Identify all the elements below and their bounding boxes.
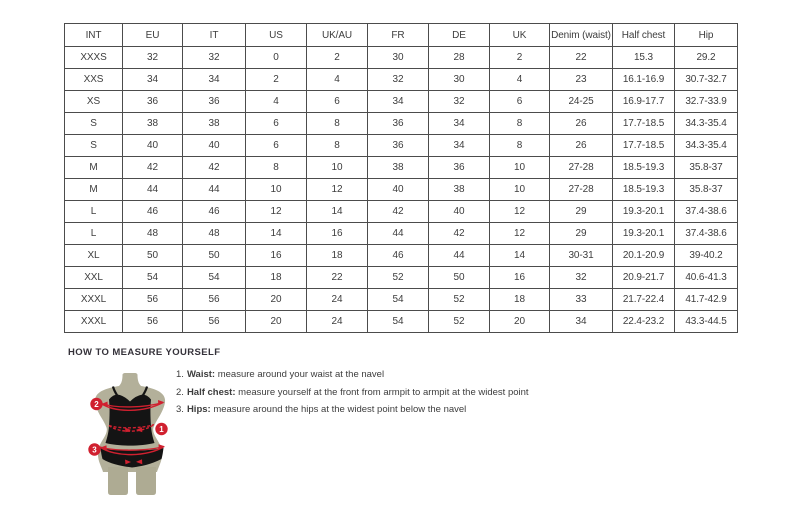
table-cell: 4 [246,91,307,113]
table-cell: 50 [429,267,490,289]
column-header: Half chest [613,24,675,47]
table-cell: 38 [368,157,429,179]
table-cell: 34 [123,69,183,91]
table-cell: 46 [183,201,246,223]
table-cell: 44 [429,245,490,267]
table-cell: 10 [490,179,550,201]
item-number: 1. [176,369,184,380]
item-text: measure around your waist at the navel [215,369,385,380]
item-term: Hips: [186,404,211,416]
item-text: measure yourself at the front from armpit to armpit at the widest point [235,386,529,398]
table-cell: 8 [490,113,550,135]
column-header: Denim (waist) [550,24,613,47]
table-cell: 40 [429,201,490,223]
table-cell: 37.4-38.6 [675,223,738,245]
table-cell: 36 [368,135,429,157]
table-cell: XXXS [65,47,123,69]
table-cell: 42 [183,157,246,179]
measurement-figure [80,371,180,501]
table-cell: 46 [123,201,183,223]
table-cell: 52 [429,311,490,333]
table-cell: M [65,157,123,179]
table-cell: 32.7-33.9 [675,91,738,113]
table-cell: XXS [65,69,123,91]
table-cell: 44 [123,179,183,201]
table-cell: 6 [307,91,368,113]
table-cell: 17.7-18.5 [613,113,675,135]
table-cell: 36 [123,91,183,113]
measure-instructions [176,366,529,419]
table-cell: 18.5-19.3 [613,179,675,201]
mannequin-neck [119,373,141,386]
item-term: Half chest: [186,386,236,398]
table-cell: 52 [368,267,429,289]
table-row [65,157,738,179]
table-cell: 12 [490,223,550,245]
column-header: DE [429,24,490,47]
badge-waist [155,423,167,435]
item-text: measure around the hips at the widest point below the navel [210,404,467,416]
badge-chest [90,398,102,410]
table-cell: 34 [429,135,490,157]
item-number: 2. [176,386,184,398]
table-cell: 17.7-18.5 [613,135,675,157]
column-header: Hip [675,24,738,47]
table-cell: S [65,113,123,135]
table-cell: 22.4-23.2 [613,311,675,333]
table-cell: 36 [368,113,429,135]
badge-hips-number: 3 [92,445,97,455]
table-cell: 22 [550,47,613,69]
column-header: INT [65,24,123,47]
table-cell: 8 [490,135,550,157]
table-cell: 34.3-35.4 [675,135,738,157]
table-cell: 54 [183,267,246,289]
table-cell: 26 [550,135,613,157]
table-cell: 14 [307,201,368,223]
table-cell: 38 [123,113,183,135]
table-cell: 10 [246,179,307,201]
table-cell: 42 [429,223,490,245]
table-cell: 48 [183,223,246,245]
table-cell: 19.3-20.1 [613,201,675,223]
table-cell: 40 [123,135,183,157]
table-cell: 39-40.2 [675,245,738,267]
table-cell: M [65,179,123,201]
column-header: UK/AU [307,24,368,47]
table-cell: 30.7-32.7 [675,69,738,91]
table-cell: 14 [246,223,307,245]
table-cell: 34 [550,311,613,333]
table-cell: 12 [490,201,550,223]
table-cell: 2 [246,69,307,91]
table-cell: 50 [123,245,183,267]
table-cell: 54 [368,289,429,311]
table-cell: 32 [368,69,429,91]
table-cell: 29 [550,201,613,223]
column-header: US [246,24,307,47]
table-cell: 16 [246,245,307,267]
table-cell: 16 [307,223,368,245]
table-row [65,245,738,267]
table-row [65,267,738,289]
column-header: FR [368,24,429,47]
table-cell: 42 [123,157,183,179]
table-cell: 6 [246,135,307,157]
table-cell: 14 [490,245,550,267]
table-cell: 35.8-37 [675,157,738,179]
mannequin-right-thigh [136,467,156,495]
table-cell: 16.9-17.7 [613,91,675,113]
table-cell: 18 [246,267,307,289]
table-cell: XXL [65,267,123,289]
measure-item-waist [176,366,529,384]
table-cell: 24-25 [550,91,613,113]
table-cell: 12 [246,201,307,223]
table-row [65,311,738,333]
table-cell: 36 [183,91,246,113]
table-cell: 8 [246,157,307,179]
table-cell: 34.3-35.4 [675,113,738,135]
measure-item-hips [176,401,529,419]
table-cell: 27-28 [550,157,613,179]
table-cell: XXXL [65,311,123,333]
table-cell: 8 [307,135,368,157]
table-cell: 43.3-44.5 [675,311,738,333]
table-cell: 38 [429,179,490,201]
table-cell: 30 [429,69,490,91]
table-cell: 18 [490,289,550,311]
table-row [65,91,738,113]
table-cell: 42 [368,201,429,223]
table-cell: 50 [183,245,246,267]
table-cell: 30-31 [550,245,613,267]
table-row [65,69,738,91]
table-cell: 29.2 [675,47,738,69]
item-number: 3. [176,404,184,416]
table-cell: 20.9-21.7 [613,267,675,289]
table-cell: 6 [490,91,550,113]
measure-item-half-chest [176,384,529,402]
table-cell: 10 [307,157,368,179]
header-row [65,24,738,47]
size-table [64,23,738,333]
table-cell: L [65,201,123,223]
table-cell: 4 [490,69,550,91]
column-header: EU [123,24,183,47]
table-cell: 29 [550,223,613,245]
table-cell: 35.8-37 [675,179,738,201]
table-cell: 6 [246,113,307,135]
table-cell: 20 [246,289,307,311]
table-cell: 20 [490,311,550,333]
table-cell: 18 [307,245,368,267]
table-cell: 36 [429,157,490,179]
table-cell: 20 [246,311,307,333]
table-row [65,223,738,245]
table-cell: 54 [123,267,183,289]
badge-waist-number: 1 [159,424,164,434]
table-row [65,289,738,311]
table-cell: 2 [490,47,550,69]
table-cell: 10 [490,157,550,179]
table-cell: 38 [183,113,246,135]
table-cell: 8 [307,113,368,135]
table-cell: 32 [183,47,246,69]
table-cell: 48 [123,223,183,245]
table-cell: 56 [183,289,246,311]
table-cell: 40 [183,135,246,157]
table-cell: 20.1-20.9 [613,245,675,267]
table-cell: 56 [123,289,183,311]
column-header: IT [183,24,246,47]
table-row [65,47,738,69]
table-cell: 18.5-19.3 [613,157,675,179]
table-cell: 19.3-20.1 [613,223,675,245]
mannequin-illustration [80,371,180,501]
table-cell: 40 [368,179,429,201]
table-cell: 2 [307,47,368,69]
table-cell: 15.3 [613,47,675,69]
camisole [106,395,155,446]
table-cell: S [65,135,123,157]
table-cell: 0 [246,47,307,69]
table-cell: 33 [550,289,613,311]
table-cell: 41.7-42.9 [675,289,738,311]
table-cell: 54 [368,311,429,333]
table-cell: 28 [429,47,490,69]
table-cell: L [65,223,123,245]
table-row [65,113,738,135]
table-cell: 40.6-41.3 [675,267,738,289]
table-cell: 21.7-22.4 [613,289,675,311]
table-cell: 34 [429,113,490,135]
table-cell: 24 [307,311,368,333]
table-cell: 22 [307,267,368,289]
table-cell: XXXL [65,289,123,311]
table-cell: 26 [550,113,613,135]
table-cell: XL [65,245,123,267]
table-cell: 52 [429,289,490,311]
item-term: Waist: [186,369,216,380]
table-cell: 30 [368,47,429,69]
table-cell: 32 [429,91,490,113]
badge-hips [88,443,100,455]
table-cell: 44 [183,179,246,201]
table-cell: 24 [307,289,368,311]
table-cell: 4 [307,69,368,91]
column-header: UK [490,24,550,47]
table-cell: XS [65,91,123,113]
table-cell: 46 [368,245,429,267]
table-cell: 27-28 [550,179,613,201]
table-cell: 56 [123,311,183,333]
measure-heading: HOW TO MEASURE YOURSELF [68,347,221,358]
table-cell: 23 [550,69,613,91]
table-cell: 44 [368,223,429,245]
table-cell: 34 [368,91,429,113]
table-cell: 34 [183,69,246,91]
table-cell: 56 [183,311,246,333]
table-cell: 37.4-38.6 [675,201,738,223]
table-cell: 16 [490,267,550,289]
table-cell: 16.1-16.9 [613,69,675,91]
table-cell: 32 [123,47,183,69]
table-row [65,179,738,201]
table-row [65,201,738,223]
table-cell: 12 [307,179,368,201]
table-cell: 32 [550,267,613,289]
badge-chest-number: 2 [94,399,99,409]
table-row [65,135,738,157]
mannequin-left-thigh [108,467,128,495]
